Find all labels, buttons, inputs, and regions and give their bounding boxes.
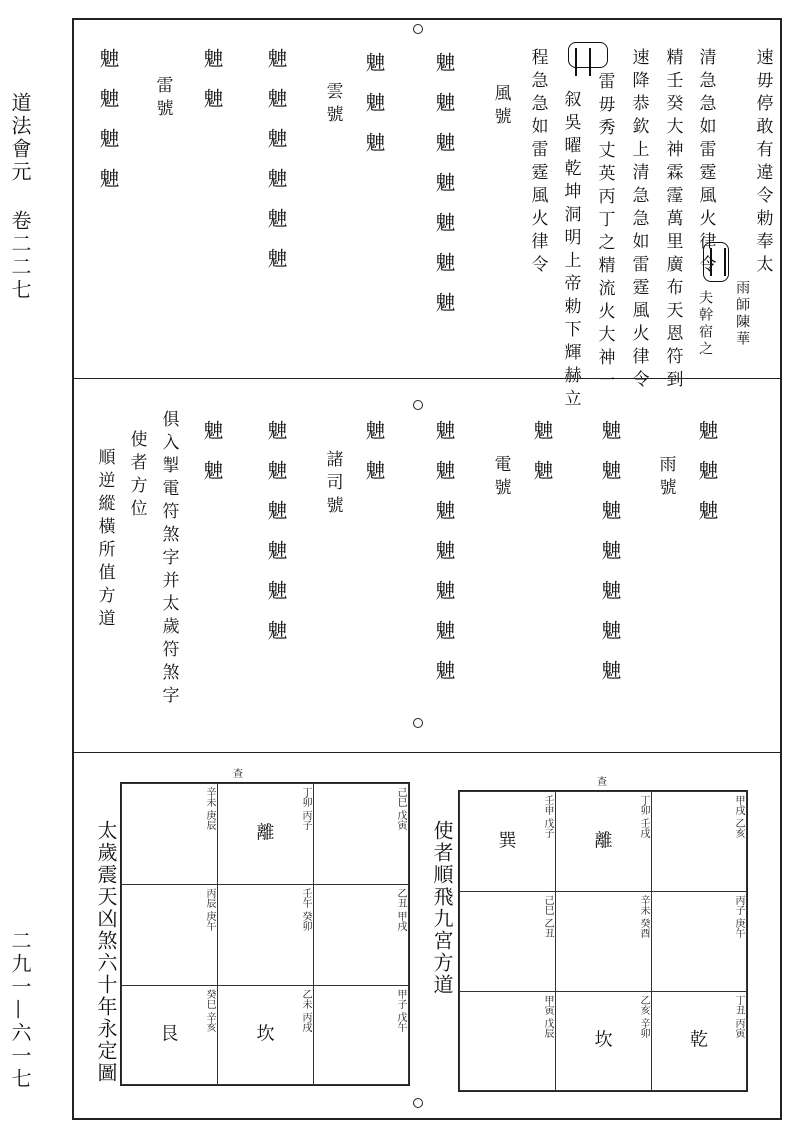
text-column: 精壬癸大神霖霪萬里廣布天恩符到 — [662, 48, 683, 393]
grid-header: 查 — [233, 769, 243, 780]
talisman-chars: 䰠䰠䰠䰠䰠䰠䰠 — [432, 52, 456, 332]
talisman-chars: 䰠䰠䰠 — [362, 52, 386, 172]
trigram-label: 離 — [256, 822, 275, 844]
grid-cell: 癸巳 辛亥 艮 — [121, 985, 218, 1085]
talisman-chars: 䰠䰠 — [362, 420, 386, 500]
binding-hole-mid — [413, 400, 423, 410]
talisman-chars: 䰠䰠䰠䰠䰠䰠䰠 — [432, 420, 456, 700]
grid-cell: 辛未 庚辰 — [121, 783, 218, 885]
grid-cell: 丁丑 丙寅 乾 — [651, 991, 747, 1091]
talisman-chars: 䰠䰠 — [530, 420, 554, 500]
binding-hole-low — [413, 718, 423, 728]
trigram-label: 坎 — [256, 1023, 275, 1045]
note-text: 使者方位 — [126, 430, 147, 522]
grid-cell: 乙丑 甲戌 — [313, 884, 409, 986]
binding-hole-bottom — [413, 1098, 423, 1108]
grid-cell: 丁卯 丙子 離 — [217, 783, 314, 885]
text-column: 叙吳曜乾坤洞明上帝勅下輝赫立 — [560, 90, 581, 412]
annotation: 夫幹宿之 — [697, 290, 714, 358]
section-label-yu: 雨號 — [655, 455, 676, 501]
grid-cell: 甲戌 乙亥 — [651, 791, 747, 892]
talisman-seal-icon — [703, 242, 729, 282]
trigram-label: 坎 — [594, 1029, 613, 1051]
talisman-chars: 䰠䰠 — [200, 420, 224, 500]
section-label-lei: 雷號 — [152, 76, 173, 122]
talisman-seal-icon — [568, 42, 608, 68]
talisman-chars: 䰠䰠䰠䰠 — [96, 48, 120, 208]
grid-cell: 乙亥 辛卯 坎 — [555, 991, 652, 1091]
grid-cell: 己巳 戊寅 — [313, 783, 409, 885]
note-text: 順逆縱橫所值方道 — [94, 448, 115, 632]
grid-cell: 丙子 庚午 — [651, 891, 747, 992]
section-label-yun: 雲號 — [322, 82, 343, 128]
talisman-chars: 䰠䰠䰠䰠䰠䰠䰠 — [598, 420, 622, 700]
grid-cell: 甲寅 戊辰 — [459, 991, 556, 1091]
trigram-label: 艮 — [160, 1023, 179, 1045]
grid-cell: 丁卯 壬戌 離 — [555, 791, 652, 892]
section-label-zhusi: 諸司號 — [322, 450, 343, 519]
note-text: 俱入掣電符煞字并太歲符煞字 — [158, 410, 179, 709]
talisman-chars: 䰠䰠䰠䰠䰠䰠 — [264, 48, 288, 288]
grid-header: 查 — [597, 777, 607, 788]
diagram-title-right: 使者順飛九宮方道 — [430, 820, 454, 996]
trigram-label: 乾 — [690, 1029, 708, 1051]
book-title: 道法會元 — [8, 92, 32, 184]
text-column: 雷毋秀丈英丙丁之精流火大神一 — [594, 72, 615, 394]
grid-cell: 辛未 癸酉 — [555, 891, 652, 992]
binding-hole-top — [413, 24, 423, 34]
grid-cell: 壬午 癸卯 — [217, 884, 314, 986]
section-label-dian: 電號 — [490, 455, 511, 501]
annotation: 雨師陳華 — [734, 280, 751, 348]
grid-cell: 乙未 丙戌 坎 — [217, 985, 314, 1085]
grid-left — [120, 769, 410, 1086]
text-column: 速降恭欽上清急急如雷霆風火律令 — [628, 48, 649, 393]
text-column: 清急急如雷霆風火律令 — [695, 48, 716, 278]
talisman-chars: 䰠䰠䰠䰠䰠䰠 — [264, 420, 288, 660]
divider-bottom — [72, 752, 782, 753]
text-column: 程急急如雷霆風火律令 — [527, 48, 548, 278]
page-number: 二九一—六一七 — [8, 930, 32, 1091]
grid-cell: 壬申 戊子 巽 — [459, 791, 556, 892]
diagram-title-left: 太歲震天凶煞六十年永定圖 — [94, 820, 118, 1084]
trigram-label: 巽 — [498, 830, 517, 852]
grid-right — [458, 777, 748, 1092]
talisman-chars: 䰠䰠 — [200, 48, 224, 128]
grid-cell: 甲子 戊午 — [313, 985, 409, 1085]
talisman-chars: 䰠䰠䰠 — [695, 420, 719, 540]
grid-cell: 丙辰 庚午 — [121, 884, 218, 986]
section-label-feng: 風號 — [490, 84, 511, 130]
grid-cell: 己巳 乙丑 — [459, 891, 556, 992]
trigram-label: 離 — [594, 830, 613, 852]
volume-label: 卷二二七 — [8, 210, 32, 302]
text-column: 速毋停敢有違令勅奉太 — [752, 48, 773, 278]
